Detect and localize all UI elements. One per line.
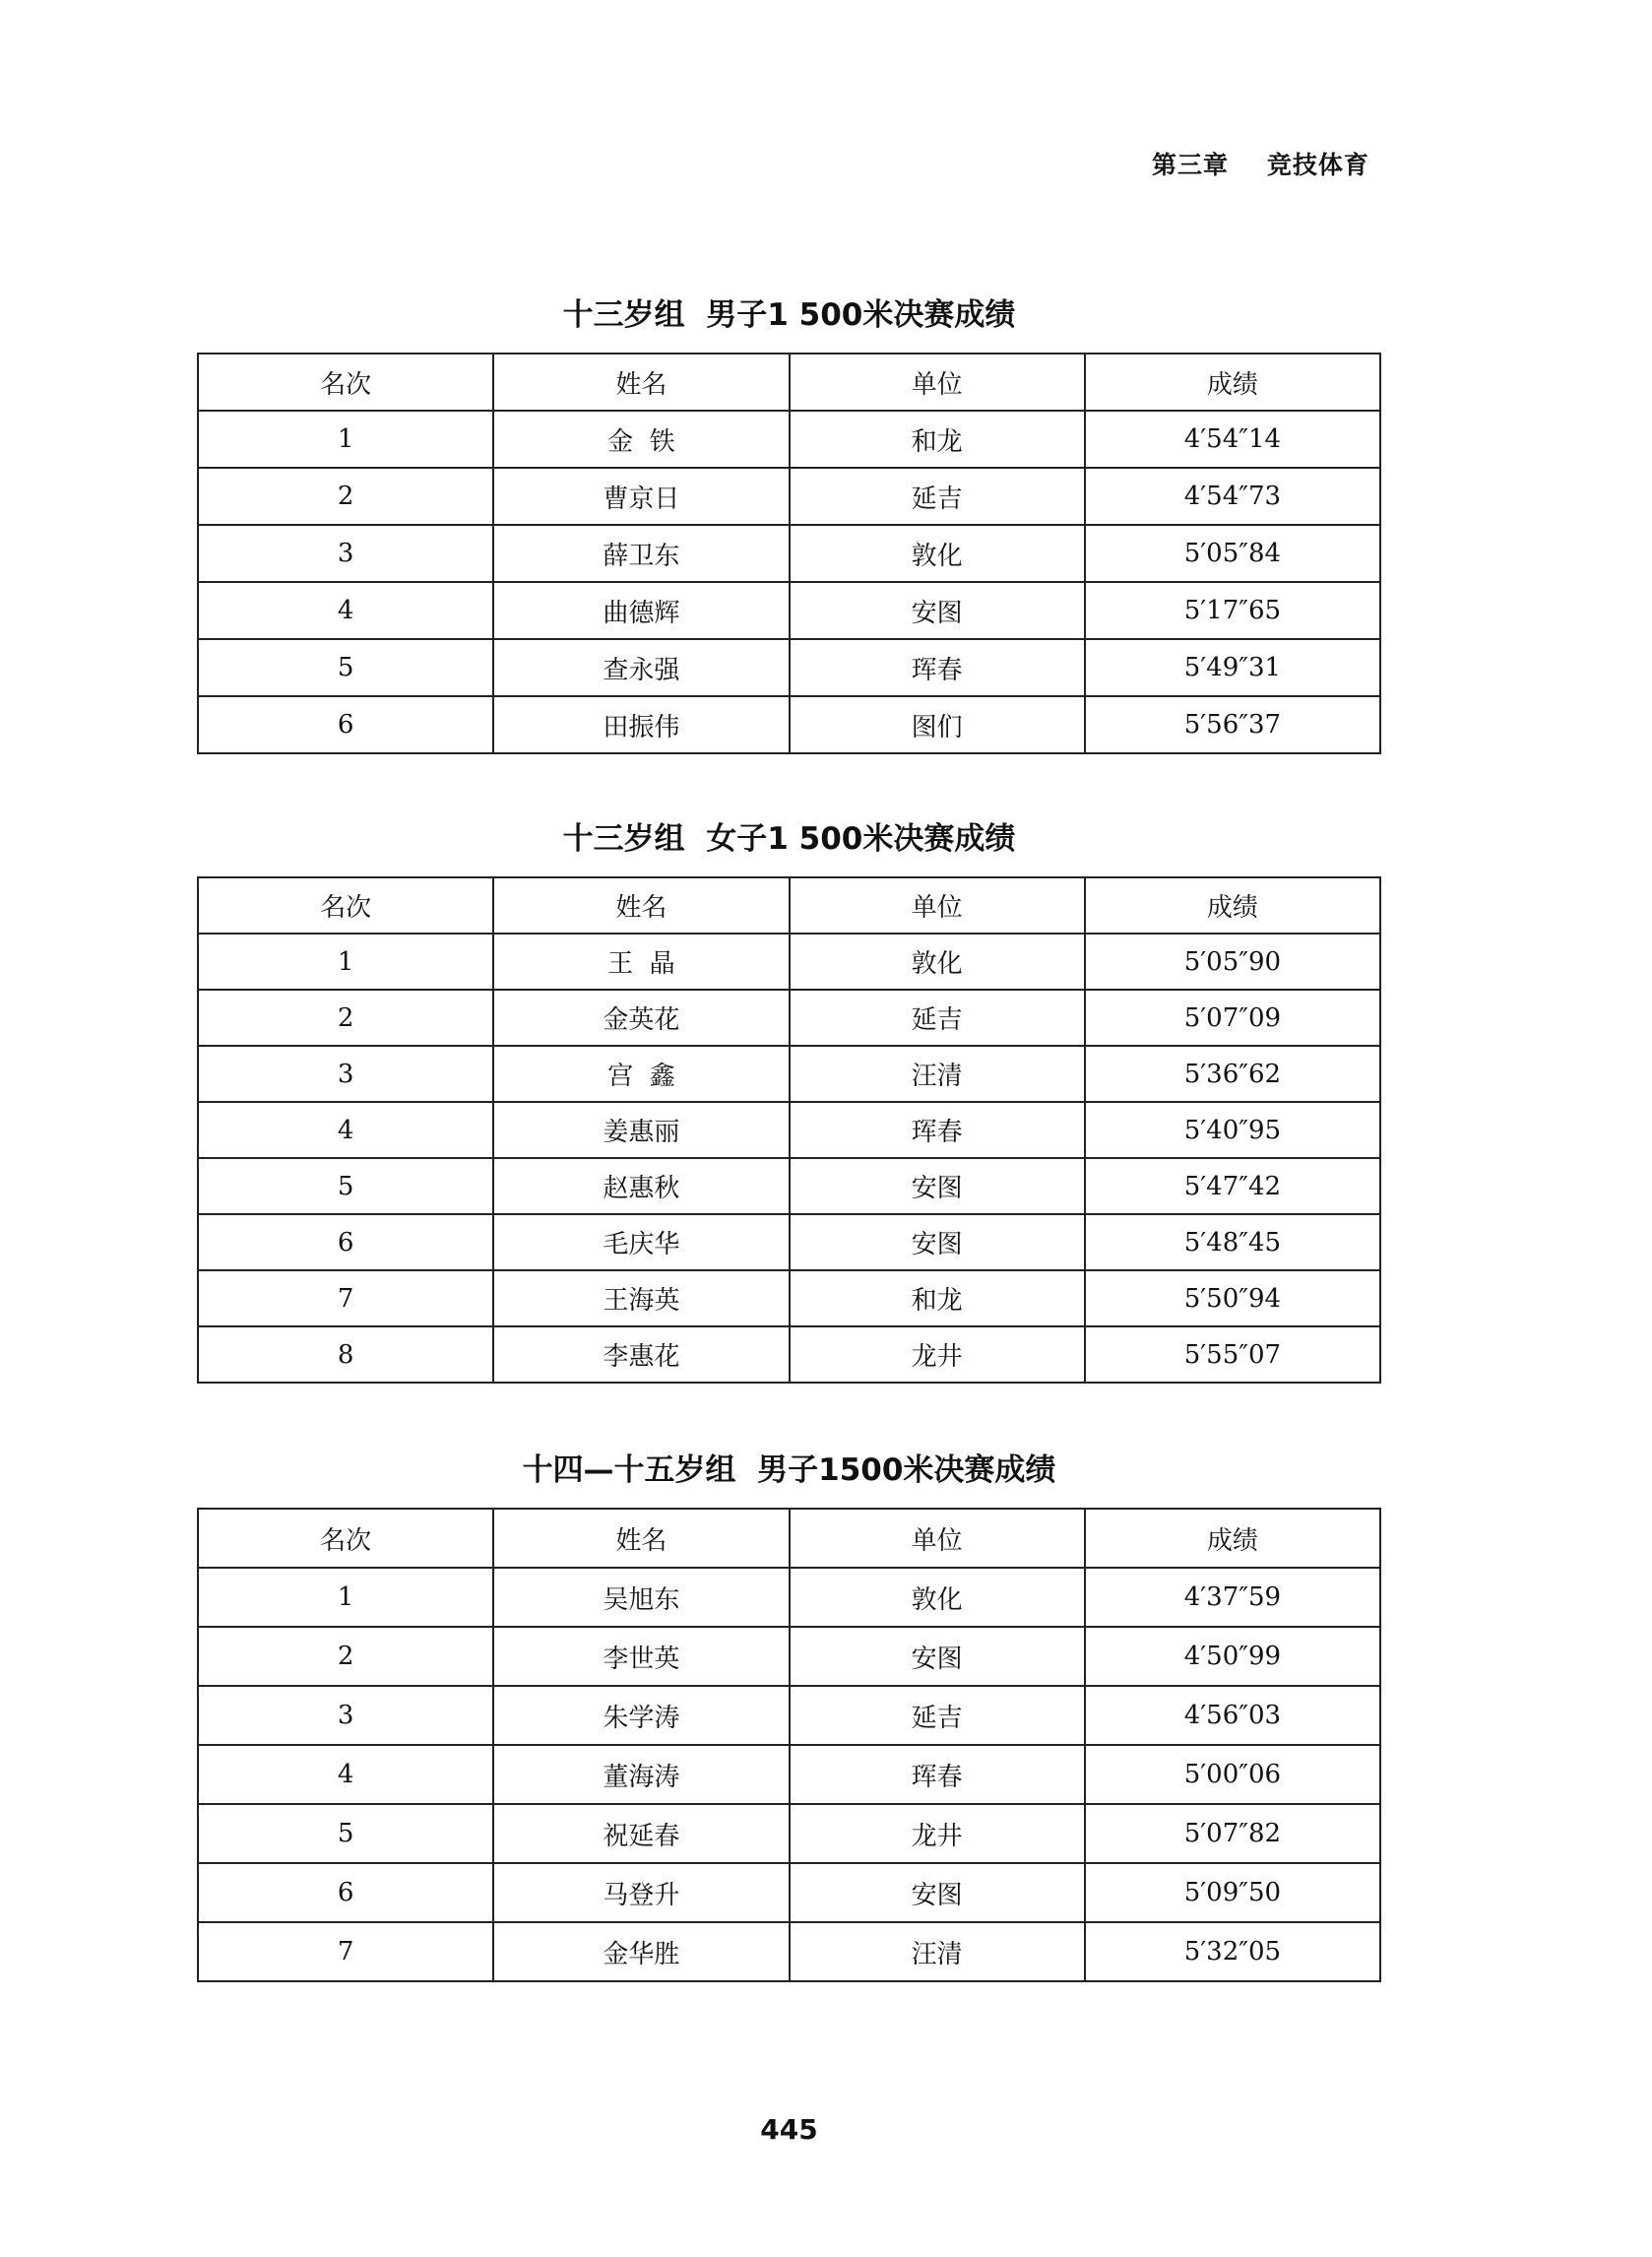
cell-rank: 4 (198, 582, 493, 639)
cell-unit: 珲春 (790, 639, 1085, 696)
cell-result: 5′55″07 (1085, 1326, 1380, 1383)
table-row (198, 1046, 1380, 1102)
cell-name: 李惠花 (493, 1326, 789, 1383)
cell-rank: 8 (198, 1326, 493, 1383)
cell-result: 4′54″14 (1085, 411, 1380, 468)
col-header-name: 姓名 (493, 877, 789, 934)
cell-rank: 7 (198, 1270, 493, 1326)
cell-unit: 安图 (790, 1627, 1085, 1686)
cell-rank: 3 (198, 1686, 493, 1745)
cell-result: 5′05″90 (1085, 934, 1380, 990)
page-number: 445 (760, 2113, 818, 2146)
cell-result: 5′36″62 (1085, 1046, 1380, 1102)
table-row (198, 696, 1380, 753)
cell-rank: 6 (198, 1214, 493, 1270)
results-section-boys-13 (197, 295, 1381, 754)
cell-result: 5′17″65 (1085, 582, 1380, 639)
cell-unit: 汪清 (790, 1046, 1085, 1102)
table-row (198, 525, 1380, 582)
cell-result: 5′00″06 (1085, 1745, 1380, 1804)
cell-rank: 1 (198, 411, 493, 468)
cell-name: 宫 鑫 (493, 1046, 789, 1102)
cell-result: 5′50″94 (1085, 1270, 1380, 1326)
results-table (197, 353, 1381, 754)
table-row (198, 1804, 1380, 1863)
cell-name: 马登升 (493, 1863, 789, 1922)
cell-name: 薛卫东 (493, 525, 789, 582)
table-row (198, 411, 1380, 468)
cell-unit: 安图 (790, 582, 1085, 639)
col-header-unit: 单位 (790, 1509, 1085, 1568)
cell-rank: 2 (198, 990, 493, 1046)
cell-rank: 6 (198, 1863, 493, 1922)
section-title: 十四—十五岁组 男子1500米决赛成绩 (522, 1452, 1056, 1488)
cell-unit: 延吉 (790, 1686, 1085, 1745)
table-row (198, 1863, 1380, 1922)
col-header-rank: 名次 (198, 877, 493, 934)
col-header-name: 姓名 (493, 1509, 789, 1568)
cell-unit: 图们 (790, 696, 1085, 753)
cell-rank: 4 (198, 1745, 493, 1804)
section-title: 十三岁组 男子1 500米决赛成绩 (562, 297, 1016, 333)
table-header-row (198, 354, 1380, 411)
table-header-row (198, 877, 1380, 934)
table-row (198, 1686, 1380, 1745)
cell-result: 5′09″50 (1085, 1863, 1380, 1922)
table-row (198, 1326, 1380, 1383)
cell-rank: 2 (198, 468, 493, 525)
cell-unit: 安图 (790, 1863, 1085, 1922)
table-row (198, 1745, 1380, 1804)
cell-rank: 5 (198, 1158, 493, 1214)
table-row (198, 1102, 1380, 1158)
table-row (198, 582, 1380, 639)
cell-name: 吴旭东 (493, 1568, 789, 1627)
col-header-unit: 单位 (790, 877, 1085, 934)
cell-name: 查永强 (493, 639, 789, 696)
cell-result: 5′47″42 (1085, 1158, 1380, 1214)
cell-unit: 和龙 (790, 1270, 1085, 1326)
results-table (197, 876, 1381, 1384)
cell-name: 赵惠秋 (493, 1158, 789, 1214)
cell-unit: 安图 (790, 1214, 1085, 1270)
table-row (198, 468, 1380, 525)
cell-rank: 1 (198, 934, 493, 990)
cell-unit: 珲春 (790, 1745, 1085, 1804)
cell-unit: 珲春 (790, 1102, 1085, 1158)
cell-unit: 延吉 (790, 990, 1085, 1046)
col-header-result: 成绩 (1085, 877, 1380, 934)
cell-name: 毛庆华 (493, 1214, 789, 1270)
cell-result: 4′56″03 (1085, 1686, 1380, 1745)
cell-result: 4′50″99 (1085, 1627, 1380, 1686)
cell-name: 李世英 (493, 1627, 789, 1686)
cell-rank: 3 (198, 525, 493, 582)
col-header-rank: 名次 (198, 354, 493, 411)
table-header-row (198, 1509, 1380, 1568)
cell-unit: 敦化 (790, 934, 1085, 990)
cell-rank: 2 (198, 1627, 493, 1686)
table-row (198, 1158, 1380, 1214)
cell-rank: 7 (198, 1922, 493, 1981)
cell-unit: 和龙 (790, 411, 1085, 468)
cell-name: 祝延春 (493, 1804, 789, 1863)
cell-name: 金华胜 (493, 1922, 789, 1981)
table-row (198, 934, 1380, 990)
cell-name: 朱学涛 (493, 1686, 789, 1745)
cell-rank: 3 (198, 1046, 493, 1102)
cell-result: 5′48″45 (1085, 1214, 1380, 1270)
table-row (198, 1214, 1380, 1270)
cell-result: 5′07″09 (1085, 990, 1380, 1046)
table-row (198, 1922, 1380, 1981)
cell-rank: 1 (198, 1568, 493, 1627)
cell-result: 5′49″31 (1085, 639, 1380, 696)
table-row (198, 990, 1380, 1046)
cell-unit: 龙井 (790, 1804, 1085, 1863)
cell-name: 曹京日 (493, 468, 789, 525)
results-section-girls-13 (197, 819, 1381, 1384)
cell-name: 金英花 (493, 990, 789, 1046)
col-header-result: 成绩 (1085, 354, 1380, 411)
results-section-boys-14-15 (197, 1451, 1381, 1982)
table-row (198, 1568, 1380, 1627)
cell-unit: 敦化 (790, 525, 1085, 582)
cell-result: 4′37″59 (1085, 1568, 1380, 1627)
col-header-unit: 单位 (790, 354, 1085, 411)
col-header-rank: 名次 (198, 1509, 493, 1568)
cell-result: 5′40″95 (1085, 1102, 1380, 1158)
running-head: 第三章 竞技体育 (1152, 151, 1369, 179)
cell-name: 王海英 (493, 1270, 789, 1326)
cell-rank: 4 (198, 1102, 493, 1158)
col-header-result: 成绩 (1085, 1509, 1380, 1568)
cell-result: 5′32″05 (1085, 1922, 1380, 1981)
table-row (198, 1627, 1380, 1686)
cell-result: 4′54″73 (1085, 468, 1380, 525)
cell-name: 田振伟 (493, 696, 789, 753)
section-title: 十三岁组 女子1 500米决赛成绩 (562, 821, 1016, 857)
cell-result: 5′05″84 (1085, 525, 1380, 582)
cell-rank: 6 (198, 696, 493, 753)
cell-rank: 5 (198, 1804, 493, 1863)
cell-name: 金 铁 (493, 411, 789, 468)
cell-name: 董海涛 (493, 1745, 789, 1804)
cell-unit: 延吉 (790, 468, 1085, 525)
table-row (198, 1270, 1380, 1326)
col-header-name: 姓名 (493, 354, 789, 411)
cell-name: 曲德辉 (493, 582, 789, 639)
cell-unit: 汪清 (790, 1922, 1085, 1981)
cell-name: 王 晶 (493, 934, 789, 990)
cell-rank: 5 (198, 639, 493, 696)
cell-unit: 安图 (790, 1158, 1085, 1214)
cell-result: 5′07″82 (1085, 1804, 1380, 1863)
results-table (197, 1508, 1381, 1982)
cell-name: 姜惠丽 (493, 1102, 789, 1158)
table-row (198, 639, 1380, 696)
cell-unit: 敦化 (790, 1568, 1085, 1627)
cell-unit: 龙井 (790, 1326, 1085, 1383)
cell-result: 5′56″37 (1085, 696, 1380, 753)
